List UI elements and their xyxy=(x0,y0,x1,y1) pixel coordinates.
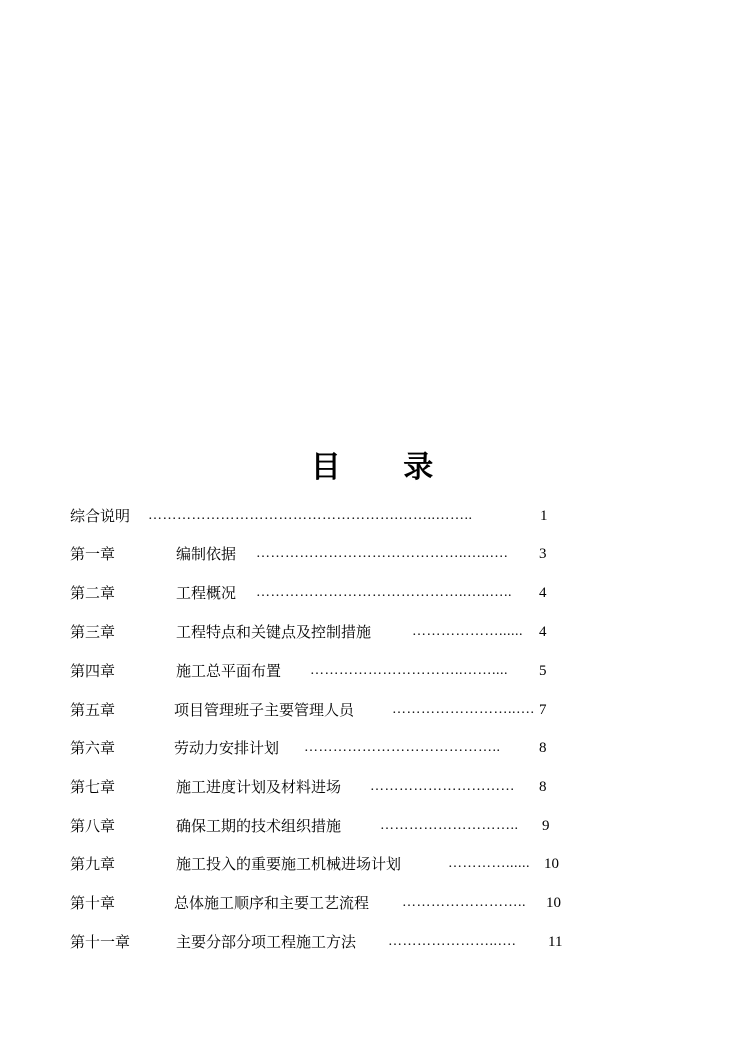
toc-chapter: 综合说明 xyxy=(70,507,131,525)
toc-entry-2[interactable] xyxy=(70,582,560,604)
toc-entry-5[interactable] xyxy=(70,699,560,721)
toc-page-number: 8 xyxy=(539,779,547,795)
toc-chapter: 第五章 xyxy=(70,701,116,719)
toc-entry-3[interactable] xyxy=(70,621,560,643)
toc-page-number: 3 xyxy=(539,546,547,562)
toc-page-number: 5 xyxy=(539,663,547,679)
toc-page-number: 8 xyxy=(539,740,547,756)
toc-leader: ……………………….. xyxy=(380,818,519,833)
toc-leader: …………………………………………….……..…….. xyxy=(148,508,473,523)
toc-leader: …………………….. xyxy=(402,895,526,910)
toc-entry-6[interactable] xyxy=(70,737,560,759)
toc-leader: ………………………… xyxy=(370,779,515,794)
toc-chapter: 第六章 xyxy=(70,739,116,757)
toc-chapter: 第十一章 xyxy=(70,933,131,951)
toc-page-number: 10 xyxy=(544,856,559,872)
toc-leader: …………………..…. xyxy=(388,934,516,949)
toc-chapter: 第七章 xyxy=(70,778,116,796)
toc-leader: ……………………………………..…..…. xyxy=(256,546,508,561)
toc-page-number: 1 xyxy=(540,508,548,524)
toc-title: 编制依据 xyxy=(176,545,237,563)
toc-title: 施工进度计划及材料进场 xyxy=(176,778,342,796)
toc-chapter: 第八章 xyxy=(70,817,116,835)
toc-chapter: 第三章 xyxy=(70,623,116,641)
toc-page-number: 10 xyxy=(546,895,561,911)
toc-leader: ……………………………………..…..….. xyxy=(256,585,512,600)
toc-leader: ………………………………….. xyxy=(304,740,501,755)
toc-title: 确保工期的技术组织措施 xyxy=(176,817,342,835)
toc-entry-0[interactable] xyxy=(70,505,560,527)
toc-leader: ………………...... xyxy=(412,624,523,639)
toc-chapter: 第十章 xyxy=(70,894,116,912)
toc-page-number: 9 xyxy=(542,818,550,834)
toc-entry-4[interactable] xyxy=(70,660,560,682)
toc-title: 工程特点和关键点及控制措施 xyxy=(176,623,372,641)
toc-leader: …………...... xyxy=(448,856,530,871)
toc-entry-10[interactable] xyxy=(70,892,566,914)
page-title: 目 录 xyxy=(310,450,460,485)
toc-chapter: 第九章 xyxy=(70,855,116,873)
toc-leader: ……………………..…. xyxy=(392,702,535,717)
toc-leader: …………………………..…….... xyxy=(310,663,508,678)
toc-page-number: 4 xyxy=(539,585,547,601)
toc-title: 施工投入的重要施工机械进场计划 xyxy=(176,855,402,873)
toc-entry-8[interactable] xyxy=(70,815,560,837)
toc-page-number: 7 xyxy=(539,702,547,718)
toc-page-number: 11 xyxy=(548,934,563,950)
toc-chapter: 第二章 xyxy=(70,584,116,602)
toc-page-number: 4 xyxy=(539,624,547,640)
toc-title: 劳动力安排计划 xyxy=(174,739,280,757)
toc-entry-11[interactable] xyxy=(70,931,566,953)
toc-entry-7[interactable] xyxy=(70,776,560,798)
toc-title: 工程概况 xyxy=(176,584,237,602)
toc-entry-1[interactable] xyxy=(70,543,560,565)
toc-entry-9[interactable] xyxy=(70,853,566,875)
toc-title: 施工总平面布置 xyxy=(176,662,282,680)
toc-chapter: 第四章 xyxy=(70,662,116,680)
toc-title: 主要分部分项工程施工方法 xyxy=(176,933,357,951)
toc-title: 总体施工顺序和主要工艺流程 xyxy=(174,894,370,912)
toc-title: 项目管理班子主要管理人员 xyxy=(174,701,355,719)
toc-chapter: 第一章 xyxy=(70,545,116,563)
